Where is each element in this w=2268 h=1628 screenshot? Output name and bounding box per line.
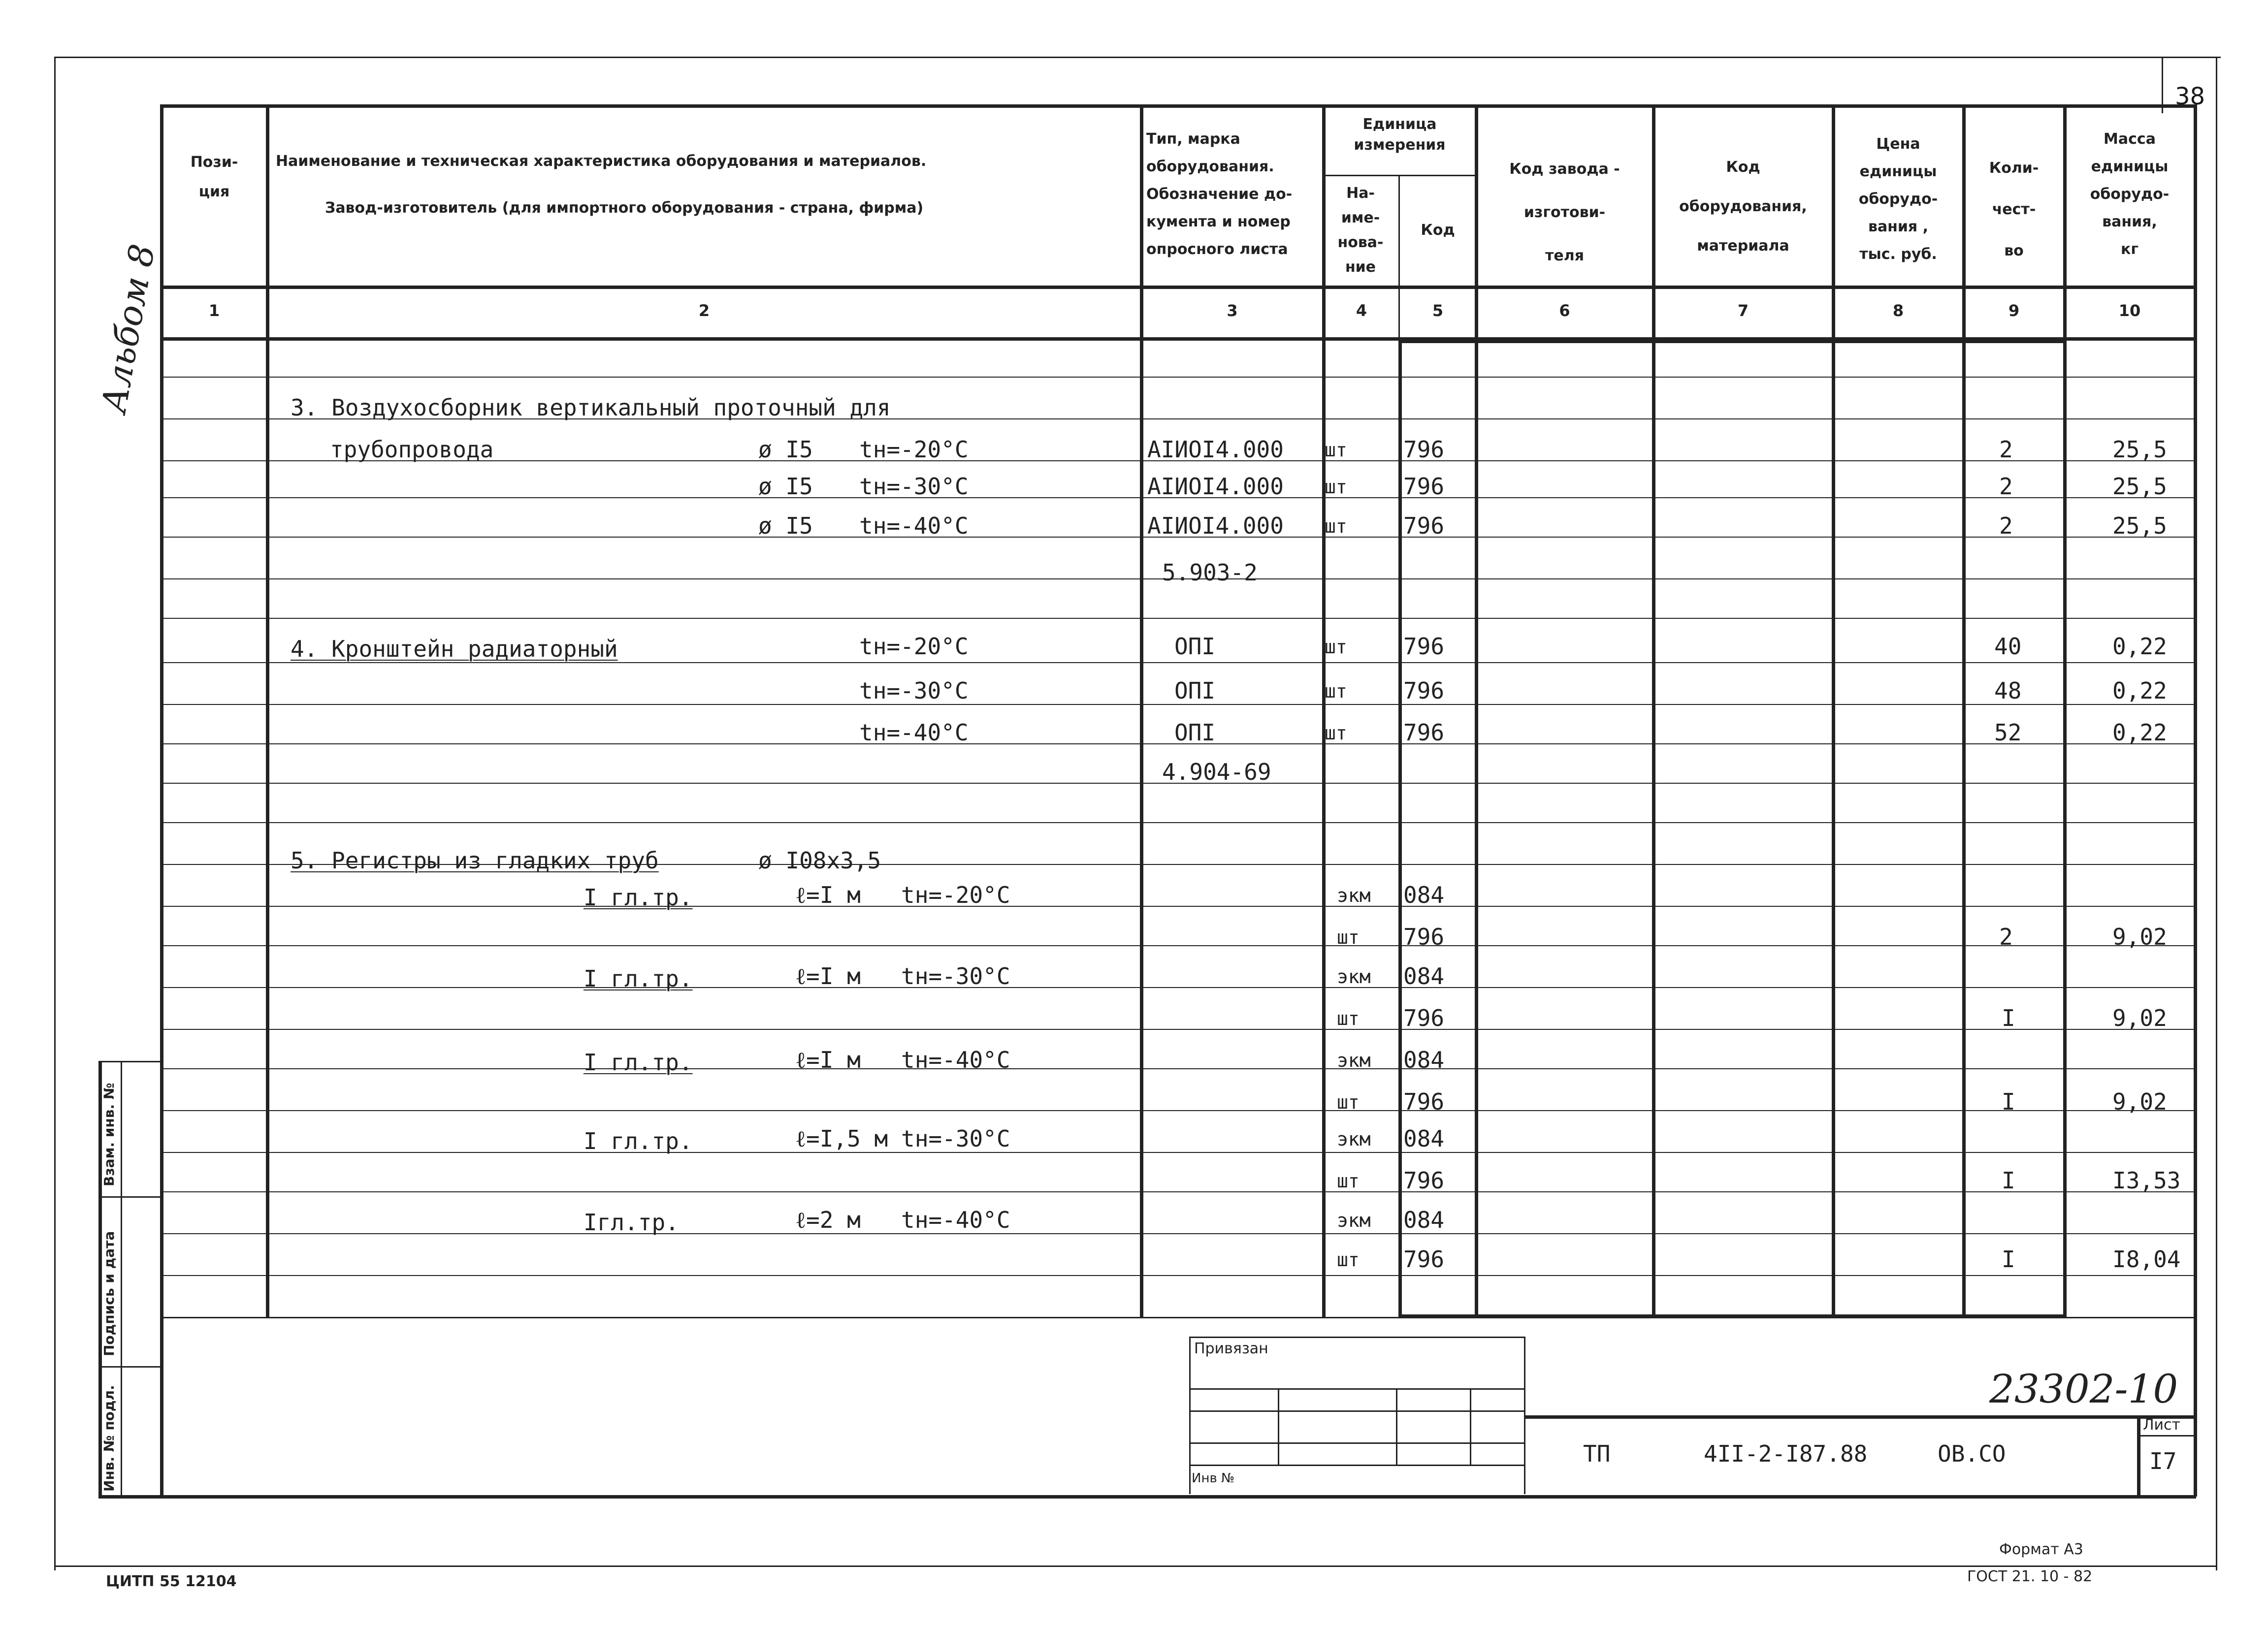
row-unit: шт [1325,636,1347,658]
row-rule [160,1191,2196,1192]
row-dia: ø I5 [758,436,813,463]
row-temp: tн=-20°C [859,436,969,463]
privyazan-col-1 [1278,1388,1279,1465]
header-col8: Цена единицы оборудо- вания , тыс. руб. [1858,135,1938,263]
row-temp: tн=-40°C [859,719,969,746]
footer-left: ЦИТП 55 12104 [106,1573,237,1590]
row-sub: I гл.тр. [583,1049,693,1076]
row-temp: tн=-20°C [901,882,1010,908]
row-code: 796 [1403,436,1445,463]
privyazan-grid-2 [1189,1410,1524,1412]
handwritten-number: 23302-10 [1989,1366,2178,1412]
row-type: ОПI [1174,677,1216,704]
row-mass: 0,22 [2112,633,2167,660]
row-len: ℓ=I м [795,1047,861,1073]
row-mass: I8,04 [2112,1246,2181,1273]
header-col2-line2: Завод-изготовитель (для импортного оборудования - страна, фирма) [325,199,924,217]
row-mass: 25,5 [2112,473,2167,500]
row-rule [160,1110,2196,1111]
privyazan-label: Привязан [1194,1340,1268,1357]
col-line-1 [266,104,269,1318]
row-code: 796 [1403,719,1445,746]
row-rule [160,662,2196,663]
row-type: 5.903-2 [1162,559,1258,586]
doc-number: 4II-2-I87.88 [1704,1440,1868,1467]
row-dia: ø I5 [758,473,813,500]
side-stamp-line-2 [98,1366,160,1368]
header-col5: Код [1421,222,1455,239]
table-right [2194,104,2197,1497]
privyazan-col-3 [1470,1388,1471,1465]
row-section-4-title: 4. Кронштейн радиаторный [291,636,618,662]
colnum-5: 5 [1432,301,1444,320]
table-bottom [98,1495,2196,1499]
row-qty: I [2002,1005,2015,1031]
row-code: 796 [1403,924,1445,950]
row-unit: экм [1337,1210,1371,1231]
row-rule [160,704,2196,705]
row-rule [160,987,2196,988]
titleblock-top [1524,1415,2196,1419]
row-len: ℓ=2 м [795,1207,861,1233]
row-mass: 25,5 [2112,512,2167,539]
row-unit: шт [1337,926,1360,948]
header-col1: Пози- ция [190,154,238,200]
row-qty: I [2002,1088,2015,1115]
row-mass: 25,5 [2112,436,2167,463]
colnum-9: 9 [2008,301,2020,320]
row-code: 084 [1403,1125,1445,1152]
footer-format: Формат А3 [1999,1541,2083,1558]
row-unit: шт [1337,1170,1360,1192]
privyazan-grid-3 [1189,1442,1524,1444]
row-rule [160,1233,2196,1234]
side-label-podpis: Подпись и дата [101,1231,117,1356]
row-unit: экм [1337,1050,1371,1071]
colnum-6: 6 [1559,301,1570,320]
header-col2-line1: Наименование и техническая характеристика оборудования и материалов. [276,153,927,170]
header-unit-group: Единица измерения [1354,116,1446,154]
row-code: 796 [1403,677,1445,704]
row-rule [160,377,2196,378]
row-unit: шт [1325,476,1347,498]
row-mass: 9,02 [2112,1088,2167,1115]
privyazan-grid-1 [1189,1388,1524,1390]
row-code: 084 [1403,963,1445,990]
row-unit: шт [1325,439,1347,461]
col-line-6 [1652,104,1655,1318]
row-temp: tн=-30°C [901,1125,1010,1152]
inv-no-label: Инв № [1192,1471,1235,1486]
header-col7: Код оборудования, материала [1679,159,1807,255]
row-unit: шт [1337,1008,1360,1029]
row-type: ОПI [1174,633,1216,660]
row-type: АIИОI4.000 [1147,436,1284,463]
header-col10: Масса единицы оборудо- вания, кг [2090,130,2170,258]
row-unit: экм [1337,885,1371,906]
colnum-7: 7 [1737,301,1749,320]
privyazan-left [1189,1337,1191,1494]
row-code: 796 [1403,512,1445,539]
page-number: 38 [2174,83,2205,110]
row-temp: tн=-40°C [901,1047,1010,1073]
row-temp: tн=-40°C [859,512,969,539]
frame-top [54,57,2221,58]
sheet-label: Лист [2143,1416,2181,1434]
row-code: 084 [1403,1047,1445,1073]
side-label-vzam: Взам. инв. № [101,1083,117,1186]
body-box-top [1398,340,2063,343]
privyazan-grid-4 [1189,1465,1524,1466]
row-qty: 2 [1999,473,2013,500]
row-rule [160,1152,2196,1153]
row-type: АIИОI4.000 [1147,512,1284,539]
sheet-number: I7 [2149,1448,2177,1474]
row-sub: I гл.тр. [583,965,693,992]
row-mass: I3,53 [2112,1167,2181,1194]
row-unit: шт [1337,1249,1360,1271]
row-sub: I гл.тр. [583,1128,693,1154]
colnum-10: 10 [2118,301,2141,320]
row-code: 796 [1403,1167,1445,1194]
row-mass: 9,02 [2112,1005,2167,1031]
row-unit: шт [1337,1091,1360,1113]
row-mass: 9,02 [2112,924,2167,950]
colnum-4: 4 [1356,301,1367,320]
row-code: 796 [1403,473,1445,500]
row-type: ОПI [1174,719,1216,746]
row-unit: экм [1337,1128,1371,1150]
row-code: 796 [1403,1005,1445,1031]
col-line-5 [1475,104,1478,1318]
footer-gost: ГОСТ 21. 10 - 82 [1967,1568,2093,1585]
row-item-name: трубопровода [330,436,494,463]
frame-right [2216,57,2217,1570]
row-code: 796 [1403,1088,1445,1115]
row-len: ℓ=I,5 м [795,1125,888,1152]
row-rule [160,822,2196,823]
row-rule [160,618,2196,619]
header-bottom [160,286,2196,289]
col-line-7 [1832,104,1835,1318]
row-qty: 2 [1999,924,2013,950]
side-stamp-line-1 [98,1196,160,1198]
row-unit: экм [1337,966,1371,988]
row-rule [160,1068,2196,1069]
doc-mark: ОВ.СО [1938,1440,2006,1467]
body-bottom [160,1317,2196,1318]
colnum-8: 8 [1892,301,1904,320]
colnum-1: 1 [208,301,220,320]
row-len: ℓ=I м [795,963,861,990]
privyazan-top [1189,1337,1524,1338]
titleblock-sheet-left [2137,1415,2140,1497]
row-temp: tн=-30°C [859,677,969,704]
row-rule [160,1029,2196,1030]
row-qty: 52 [1994,719,2022,746]
row-unit: шт [1325,515,1347,537]
frame-bottom [54,1565,2216,1567]
row-qty: 2 [1999,512,2013,539]
colnum-3: 3 [1227,301,1238,320]
side-stamp-mid [121,1061,122,1497]
col-line-9 [2063,104,2067,1318]
album-label: Альбом 8 [94,241,163,416]
header-col3: Тип, марка оборудования. Обозначение до- кумента и номер опросного листа [1146,130,1293,258]
row-sub: I гл.тр. [583,884,693,911]
row-temp: tн=-20°C [859,633,969,660]
row-sub: Iгл.тр. [583,1209,679,1236]
colnum-2: 2 [698,301,710,320]
row-code: 084 [1403,1207,1445,1233]
row-qty: I [2002,1246,2015,1273]
row-type: 4.904-69 [1162,759,1271,785]
col-line-8 [1962,104,1966,1318]
row-dia: ø I08x3,5 [758,847,881,874]
row-len: ℓ=I м [795,882,861,908]
row-code: 796 [1403,633,1445,660]
row-dia: ø I5 [758,512,813,539]
row-rule [160,906,2196,907]
row-rule [160,1275,2196,1276]
row-temp: tн=-30°C [859,473,969,500]
col-line-3 [1322,104,1326,1318]
table-top [160,104,2196,108]
header-col9: Коли- чест- во [1989,160,2039,259]
frame-left [54,57,56,1570]
row-unit: шт [1325,722,1347,744]
row-qty: 40 [1994,633,2022,660]
row-qty: I [2002,1167,2015,1194]
row-qty: 2 [1999,436,2013,463]
row-code: 084 [1403,882,1445,908]
row-qty: 48 [1994,677,2022,704]
row-section-3-title: 3. Воздухосборник вертикальный проточный для [291,394,891,421]
privyazan-col-2 [1396,1388,1397,1465]
titleblock-sheet-split [2137,1435,2194,1436]
header-col6: Код завода - изготови- теля [1509,160,1620,264]
row-section-5-title: 5. Регистры из гладких труб [291,847,659,874]
row-temp: tн=-30°C [901,963,1010,990]
row-rule [160,945,2196,946]
side-label-inv: Инв. № подл. [101,1385,117,1492]
row-code: 796 [1403,1246,1445,1273]
header-col4: На- име- нова- ние [1337,185,1384,276]
row-unit: шт [1325,680,1347,702]
doc-code: ТП [1583,1440,1611,1467]
row-mass: 0,22 [2112,719,2167,746]
body-box-left [1398,340,1402,1317]
row-temp: tн=-40°C [901,1207,1010,1233]
side-stamp-top [98,1061,160,1062]
col-line-2 [1140,104,1143,1318]
row-mass: 0,22 [2112,677,2167,704]
row-type: АIИОI4.000 [1147,473,1284,500]
